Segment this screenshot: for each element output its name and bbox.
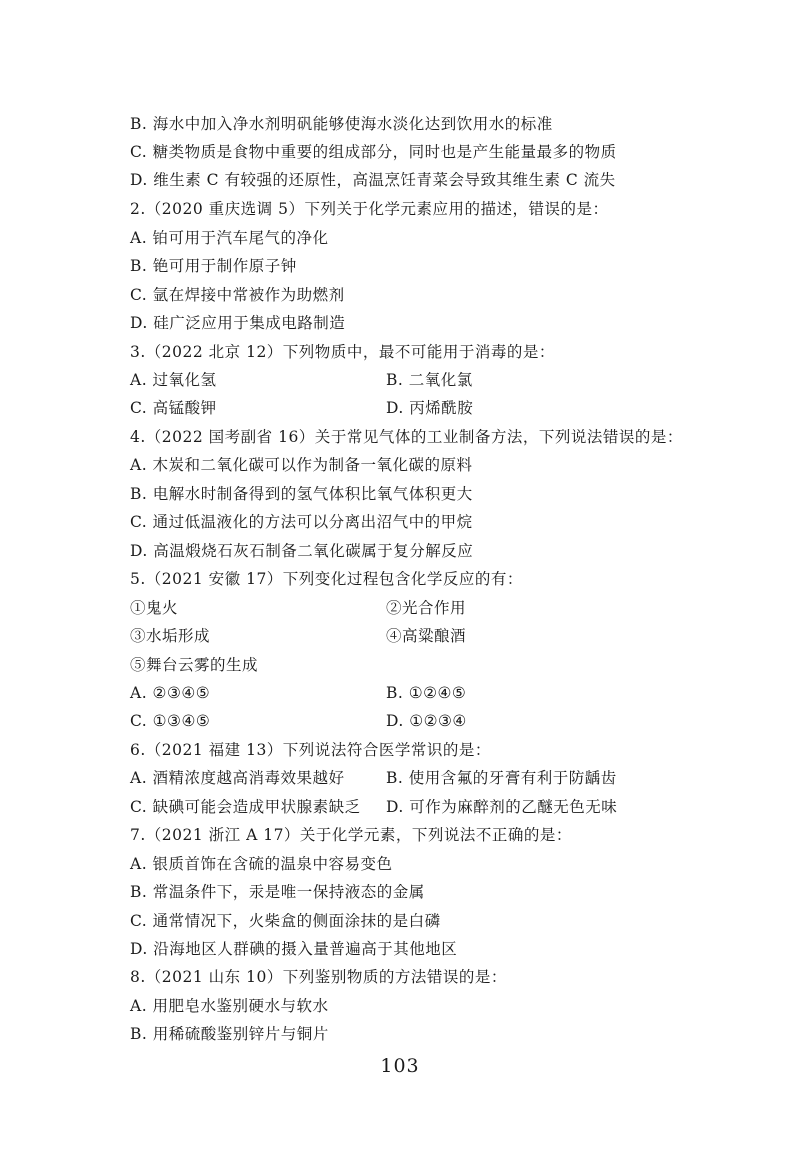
option-line: B. 使用含氟的牙膏有利于防龋齿 — [386, 769, 617, 787]
option-line: C. 通常情况下，火柴盒的侧面涂抹的是白磷 — [130, 912, 441, 930]
option-line: C. 高锰酸钾 — [130, 399, 217, 417]
option-line: A. 用肥皂水鉴别硬水与软水 — [130, 997, 329, 1015]
option-line: ⑤舞台云雾的生成 — [130, 656, 259, 674]
question-stem: 7.（2021 浙江 A 17）关于化学元素，下列说法不正确的是： — [130, 826, 572, 844]
option-line: D. ①②③④ — [386, 712, 467, 730]
question-stem: 4.（2022 国考副省 16）关于常见气体的工业制备方法，下列说法错误的是： — [130, 428, 683, 446]
option-line: C. 通过低温液化的方法可以分离出沼气中的甲烷 — [130, 513, 473, 531]
option-line: D. 硅广泛应用于集成电路制造 — [130, 314, 346, 332]
option-line: B. 铯可用于制作原子钟 — [130, 257, 297, 275]
option-line: B. 二氧化氯 — [386, 371, 473, 389]
option-line: ④高粱酿酒 — [386, 627, 467, 645]
option-line: A. 酒精浓度越高消毒效果越好 — [130, 769, 345, 787]
option-line: B. 常温条件下，汞是唯一保持液态的金属 — [130, 883, 425, 901]
question-stem: 3.（2022 北京 12）下列物质中，最不可能用于消毒的是： — [130, 343, 555, 361]
option-line: D. 丙烯酰胺 — [386, 399, 474, 417]
option-line: A. 木炭和二氧化碳可以作为制备一氧化碳的原料 — [130, 456, 473, 474]
option-line: D. 高温煅烧石灰石制备二氧化碳属于复分解反应 — [130, 542, 474, 560]
option-line: A. 铂可用于汽车尾气的净化 — [130, 229, 329, 247]
option-line: A. 银质首饰在含硫的温泉中容易变色 — [130, 855, 393, 873]
question-stem: 6.（2021 福建 13）下列说法符合医学常识的是： — [130, 741, 491, 759]
option-line: ①鬼火 — [130, 599, 179, 617]
page-number: 103 — [380, 1055, 420, 1077]
option-line: C. 缺碘可能会造成甲状腺素缺乏 — [130, 798, 361, 816]
option-line: A. ②③④⑤ — [130, 684, 211, 702]
option-line: ③水垢形成 — [130, 627, 211, 645]
option-line: B. 电解水时制备得到的氢气体积比氧气体积更大 — [130, 485, 473, 503]
option-line: D. 沿海地区人群碘的摄入量普遍高于其他地区 — [130, 940, 458, 958]
question-stem: 2.（2020 重庆选调 5）下列关于化学元素应用的描述，错误的是： — [130, 200, 609, 218]
option-line: B. 海水中加入净水剂明矾能够使海水淡化达到饮用水的标准 — [130, 115, 553, 133]
question-stem: 8.（2021 山东 10）下列鉴别物质的方法错误的是： — [130, 968, 507, 986]
option-line: D. 维生素 C 有较强的还原性，高温烹饪青菜会导致其维生素 C 流失 — [130, 171, 616, 189]
option-line: D. 可作为麻醉剂的乙醚无色无味 — [386, 798, 618, 816]
option-line: A. 过氧化氢 — [130, 371, 217, 389]
option-line: C. 氩在焊接中常被作为助燃剂 — [130, 286, 345, 304]
question-stem: 5.（2021 安徽 17）下列变化过程包含化学反应的有： — [130, 570, 523, 588]
option-line: B. 用稀硫酸鉴别锌片与铜片 — [130, 1025, 329, 1043]
option-line: B. ①②④⑤ — [386, 684, 467, 702]
option-line: C. ①③④⑤ — [130, 712, 211, 730]
option-line: C. 糖类物质是食物中重要的组成部分，同时也是产生能量最多的物质 — [130, 143, 617, 161]
option-line: ②光合作用 — [386, 599, 467, 617]
